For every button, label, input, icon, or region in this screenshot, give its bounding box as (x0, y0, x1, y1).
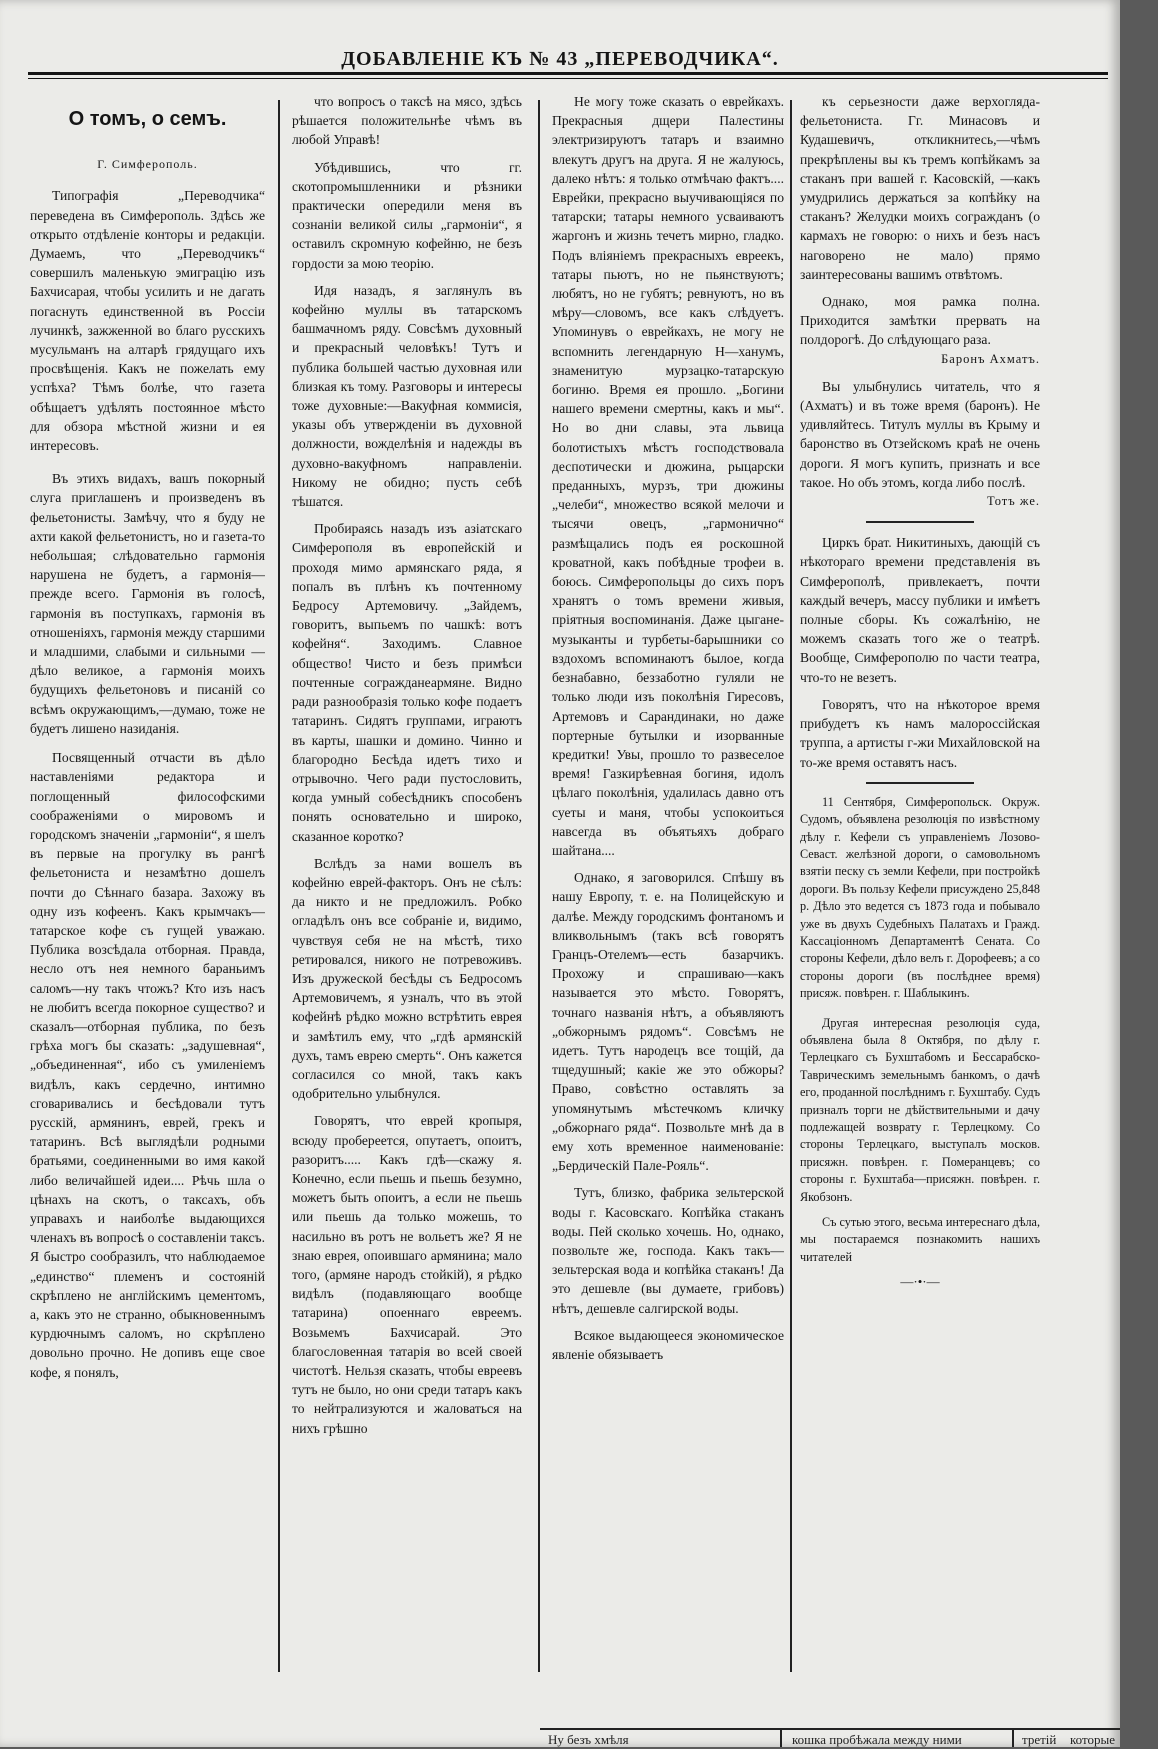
paragraph: Всякое выдающееся экономическое явленіе обязываетъ (552, 1327, 784, 1362)
paragraph: къ серьезности даже верхогляда-фельетониста. Гг. Минасовъ и Кудашевичъ, откликнитесь,—чѣмъ прекрѣплены вы къ тремъ копѣйкамъ за стаканъ при вашей г. Касовскій, —какъ умудрились держаться за копѣйку на стаканъ? Желудки моихъ согражданъ (о кармахъ не говорю: о нихъ и безъ насъ наговорено не мало) прямо заинтересованы вашимъ отвѣтомъ. (800, 94, 1040, 282)
paragraph: Пробираясь назадъ изъ азіатскаго Симферополя въ европейскій и проходя мимо армянскаго ряда, я попалъ въ плѣнъ къ почтенному Бедросу Артемовичу. „Зайдемъ, говоритъ, выпьемъ по чашкѣ: вотъ кофейня“. Заходимъ. Славное общество! Чисто и безъ примѣси почтенные согражданеармяне. Видно ради разнообразія только кофе подаетъ татаринъ. Сидятъ группами, играютъ въ карты, шашки и домино. Чинно и благородно Бесѣда идетъ тихо и отрывочно. Чего ради пустословить, когда умный собесѣдникъ способенъ понять основательно и широко, сказанное коротко? (292, 521, 522, 844)
paragraph: что вопросъ о таксѣ на мясо, здѣсь рѣшается положительнѣе чѣмъ въ любой Управѣ! (292, 94, 522, 148)
section-divider (866, 782, 974, 784)
strip-fragment: кошка пробѣжала между ними (792, 1732, 962, 1747)
signature: Тотъ же. (987, 494, 1040, 509)
column-2 (292, 92, 522, 1677)
paragraph: Говорятъ, что еврей кропыря, всюду пробереется, опутаетъ, опоитъ, разоритъ..... Какъ гдѣ—скажу я. Конечно, если пьешь и пьешь безумно, можетъ быть опоитъ, а если не пьешь или пьешь да только можешь, то насильно въ ротъ не вольетъ же? Я не знаю еврея, опоившаго армянина; мало того, (армяне народъ стойкій), я рѣдко видѣлъ (подавляющаго вообще татарина) опоеннаго евреемъ. Возьмемъ Бахчисарай. Это благословенная татарія во всей своей чистотѣ. Нельзя сказать, чтобы евреевъ тутъ не было, но они среди татаръ какъ то нейтрализуются и жаловаться на нихъ грѣшно (292, 1113, 522, 1436)
column-separator (790, 100, 792, 1672)
column-1 (30, 92, 265, 1677)
paragraph: Въ этихъ видахъ, вашъ покорный слуга приглашенъ и произведенъ въ фельетонисты. Замѣчу, что я буду не ахти какой фельетонистъ, но и газета-то небольшая; слѣдовательно гармонія нарушена не будетъ, а гармонія—прежде всего. Гармонія въ голосѣ, гармонія въ поступкахъ, гармонія въ отношеніяхъ, гармонія между старшими и младшими, слабыми и сильными —дѣло великое, а гармонія моихъ будущихъ фельетоновъ и писаній со всѣмъ окружающимъ,—думаю, тоже не будетъ лишено назиданія. (30, 471, 265, 736)
paragraph: Однако, моя рамка полна. Приходится замѣтки прервать на полдорогѣ. До слѣдующаго раза. (800, 294, 1040, 348)
strip-separator (1012, 1730, 1014, 1747)
paragraph: Вы улыбнулись читатель, что я (Ахматъ) и въ тоже время (баронъ). Не удивляйтесь. Титулъ муллы въ Крыму и баронство въ Отзейскомъ краѣ не очень дороги. Я могъ купить, признать и все такое. Но объ этомъ, когда либо послѣ. (800, 378, 1040, 490)
strip-fragment: которые (1070, 1732, 1115, 1747)
paragraph: 11 Сентября, Симферопольск. Окруж. Судомъ, объявлена резолюція по извѣстному дѣлу г. Кефели съ управленіемъ Лозово-Севаст. желѣзной дороги, о самовольномъ взятіи песку съ земли Кефели, при постройкѣ дороги. Въ пользу Кефели присуждено 25,848 р. Дѣло это ведется съ 1873 года и побывало уже въ двухъ Судебныхъ Палатахъ и Гражд. Кассаціонномъ Департаментѣ Сената. Со стороны Кефели, дѣло велъ г. Дорофеевъ; а со стороны дороги (въ послѣднее время) присяж. повѣрен. г. Шаблыкинъ. (800, 794, 1040, 1001)
strip-fragment: третій (1022, 1732, 1057, 1747)
paragraph: Убѣдившись, что гг. скотопромышленники и рѣзники практически опередили меня въ сознаніи великой силы „гармоніи“, я оставилъ скромную кофейню, не безъ гордости за мою теорію. (292, 159, 522, 271)
column-4 (800, 92, 1040, 1677)
paragraph: Говорятъ, что на нѣкоторое время прибудетъ къ намъ малороссійская труппа, а артисты г-жи Михайловской на то-же время оставятъ насъ. (800, 696, 1040, 770)
paragraph: Циркъ брат. Никитиныхъ, дающій съ нѣкотораго времени представленія въ Симферополѣ, привлекаетъ, почти каждый вечеръ, массу публики и имѣетъ полные сборы. Къ сожалѣнію, не можемъ сказать того же о театрѣ. Вообще, Симферополю по части театра, что-то не везетъ. (800, 535, 1040, 685)
column-separator (278, 100, 280, 1672)
masthead-title: ДОБАВЛЕНІЕ КЪ № 43 „ПЕРЕВОДЧИКА“. (341, 48, 779, 70)
next-page-strip (540, 1728, 1120, 1749)
dateline: Г. Симферополь. (97, 157, 198, 172)
column-separator (538, 100, 540, 1672)
paragraph: Съ сутью этого, весьма интереснаго дѣла, мы постараемся познакомить нашихъ читателей (800, 1215, 1040, 1264)
paragraph: Однако, я заговорился. Спѣшу въ нашу Европу, т. е. на Полицейскую и далѣе. Между городскимъ фонтаномъ и вликвольнымъ (такъ всѣ говорятъ Гранцъ-Отелемъ—есть базарчикъ. Прохожу и спрашиваю—какъ называется это мѣсто. Говорятъ, точнаго названія нѣтъ, а объявляютъ „обжорнымъ рядомъ“. Совсѣмъ не идетъ. Тутъ народецъ все тощій, да тщедушный; какіе же это обжоры? Право, совѣстно оставлять за упомянутымъ мѣстечкомъ кличку „обжорнаго ряда“. Позвольте мнѣ да в ему хоть временное наименованіе: „Бердическій Пале-Рояль“. (552, 870, 784, 1174)
paragraph: Типографія „Переводчика“ переведена въ Симферополь. Здѣсь же открыто отдѣленіе конторы и редакціи. Думаемъ, что „Переводчикъ“ совершилъ маленькую эмиграцію изъ Бахчисарая, чтобы усилить и не дагать погаснуть единственной въ Россіи лучинкѣ, зажженной во благо русскихъ мусульманъ на алтарѣ грядущаго ихъ просвѣщенія. Какъ не пожелать ему успѣха? Тѣмъ болѣе, что газета обѣщаетъ удѣлять постоянное мѣсто для обзора мѣстной жизни и ея интересовъ. (30, 188, 265, 454)
section-divider (866, 521, 974, 523)
paragraph: Тутъ, близко, фабрика зельтерской воды г. Касовскаго. Копѣйка стаканъ воды. Пей сколько хочешь. Но, однако, позвольте же, господа. Какъ такъ—зельтерская вода и копѣйка стаканъ! Да это дешевле (вы думаете, грибовъ) нѣтъ, дешевле салгирской воды. (552, 1185, 784, 1316)
strip-separator (780, 1730, 782, 1747)
masthead-rule (28, 72, 1108, 75)
feuilleton-headline: О томъ, о семъ. (68, 108, 227, 130)
paragraph: Идя назадъ, я заглянулъ въ кофейню муллы въ татарскомъ башмачномъ ряду. Совсѣмъ духовный и прекрасный человѣкъ! Тутъ и публика большей частью духовная или близкая къ тому. Разговоры и интересы тоже духовные:—Вакуфная коммисія, указы объ утвержденіи въ духовной должности, вожделѣнія и надежды въ духовно-вакуфномъ направленіи. Никому не обидно; пусть себѣ тѣшатся. (292, 282, 522, 510)
paragraph: Посвященный отчасти въ дѣло наставленіями редактора и поглощенный философскими соображеніями о мировомъ и городскомъ значеніи „гармоніи“, я шелъ въ первые на прогулку въ рангѣ фельетониста и незамѣтно дошелъ почти до Сѣннаго базара. Захожу въ одну изъ кофеенъ. Какъ крымчакъ—татарское кофе съ гущей уважаю. Публика возсѣдала отборная. Правда, несло отъ нея немного бараньимъ саломъ—ну такъ чтожъ? Кто изъ насъ не любитъ всегда покорное существо? и сказалъ—отборная публика, по безъ грѣха могъ бы сказать: „задушевная“, „объединенная“, ибо съ умиленіемъ видѣлъ, какъ сердечно, интимно сговаривались и бесѣдовали тутъ русскій, армянинъ, еврей, грекъ и татаринъ. Всѣ выглядѣли родными братьями, соединенными во имя какой либо величайшей идеи.... Рѣчь шла о цѣнахъ на скотъ, о таксахъ, объ управахъ и наиболѣе выдающихся членахъ въ вопросѣ о составленіи таксъ. Я быстро сообразилъ, что наблюдаемое „единство“ племенъ и состояній скрѣплено не англійскимъ цементомъ, а, какъ это не странно, обыкновеннымъ курдючнымъ саломъ, но скрѣплено довольно прочно. Не допивъ еще свое кофе, я понялъ, (30, 750, 265, 1380)
signature: Баронъ Ахматъ. (941, 351, 1040, 366)
masthead-rule-thin (28, 78, 1108, 79)
strip-fragment: Ну безъ хмѣля (548, 1732, 629, 1747)
paragraph: Другая интересная резолюція суда, объявлена была 8 Октября, по дѣлу г. Терлецкаго съ Бухштабомъ и Бессарабско-Таврическимъ земельнымъ банкомъ, о дачѣ его, проданной послѣднимъ г. Бухштабу. Судъ призналъ торги не дѣйствительными и дачу подлежащей возврату г. Терлецкому. Со стороны Терлецкаго, выступалъ москов. присяжн. повѣрен. г. Померанцевъ; со стороны г. Бухштаба—присяжн. повѣрен. г. Якобзонъ. (800, 1015, 1040, 1204)
paragraph: Вслѣдъ за нами вошелъ въ кофейню еврей-факторъ. Онъ не сѣлъ: да никто и не предложилъ. Робко огладѣлъ онъ все собраніе и, видимо, чувствуя себя не на мѣстѣ, тихо ретировался, никого не потревоживъ. Изъ дружеской бесѣды съ Бедросомъ Артемовичемъ, я узналъ, что въ этой кофейнѣ рѣдко можно встрѣтить еврея и замѣтилъ ему, что „гдѣ армянскій духъ, тамъ еврею смерть“. Онъ кажется согласился со мной, такъ какъ одобрительно улыбнулся. (292, 855, 522, 1102)
column-3 (552, 92, 784, 1677)
paragraph: Не могу тоже сказать о еврейкахъ. Прекрасныя дщери Палестины электризируютъ татаръ и взаимно влекутъ другъ на друга. Я не жалуюсь, далеко нѣтъ: я только отмѣчаю фактъ.... Еврейки, прекрасно выучивающіяся по татарски; татары немного усваиваютъ жаргонъ и жизнь течетъ мирно, гладко. Подъ вліяніемъ прекрасныхъ евреекъ, татары пьютъ, но не пьянствуютъ; любятъ, но не губятъ; ревнуютъ, но въ мѣру—словомъ, все какъ слѣдуетъ. Упоминувъ о еврейкахъ, не могу не вспомнить легендарную Н—ханумъ, знаменитую мурзацко-татарскую богиню. Время ея прошло. „Богини нашего времени смертны, какъ и мы“. Но во дни славы, эта львица болотистыхъ мѣстъ господствовала деспотически и дюжина, рыцарски преданныхъ, мурзъ, три дюжины „челеби“, множество всякой мелочи и тысячи овецъ, „гармонично“ размѣщались подъ ея роскошной кроватной, какъ побѣдные трофеи в. боюсь. Симферопольцы до сихъ поръ хранятъ о томъ времени живыя, пріятныя воспоминанія. Даже цыгане-музыканты и турбеты-барышники со вздохомъ вспоминаютъ былое, когда безнабавно, беззаботно гуляли не только люди изъ поколѣнія Гиресовъ, Артемовъ и Сарандинаки, но даже портерные бутылки и изорванные кредитки! Увы, прошло то развеселое время! Газкирѣевная богиня, идолъ цѣлаго поколѣнія, удалилась давно отъ суеты и маня, чтобы успокоиться навсегда въ объятьяхъ добраго шайтана.... (552, 94, 784, 858)
ornament-divider: —·•·— (900, 1274, 940, 1290)
